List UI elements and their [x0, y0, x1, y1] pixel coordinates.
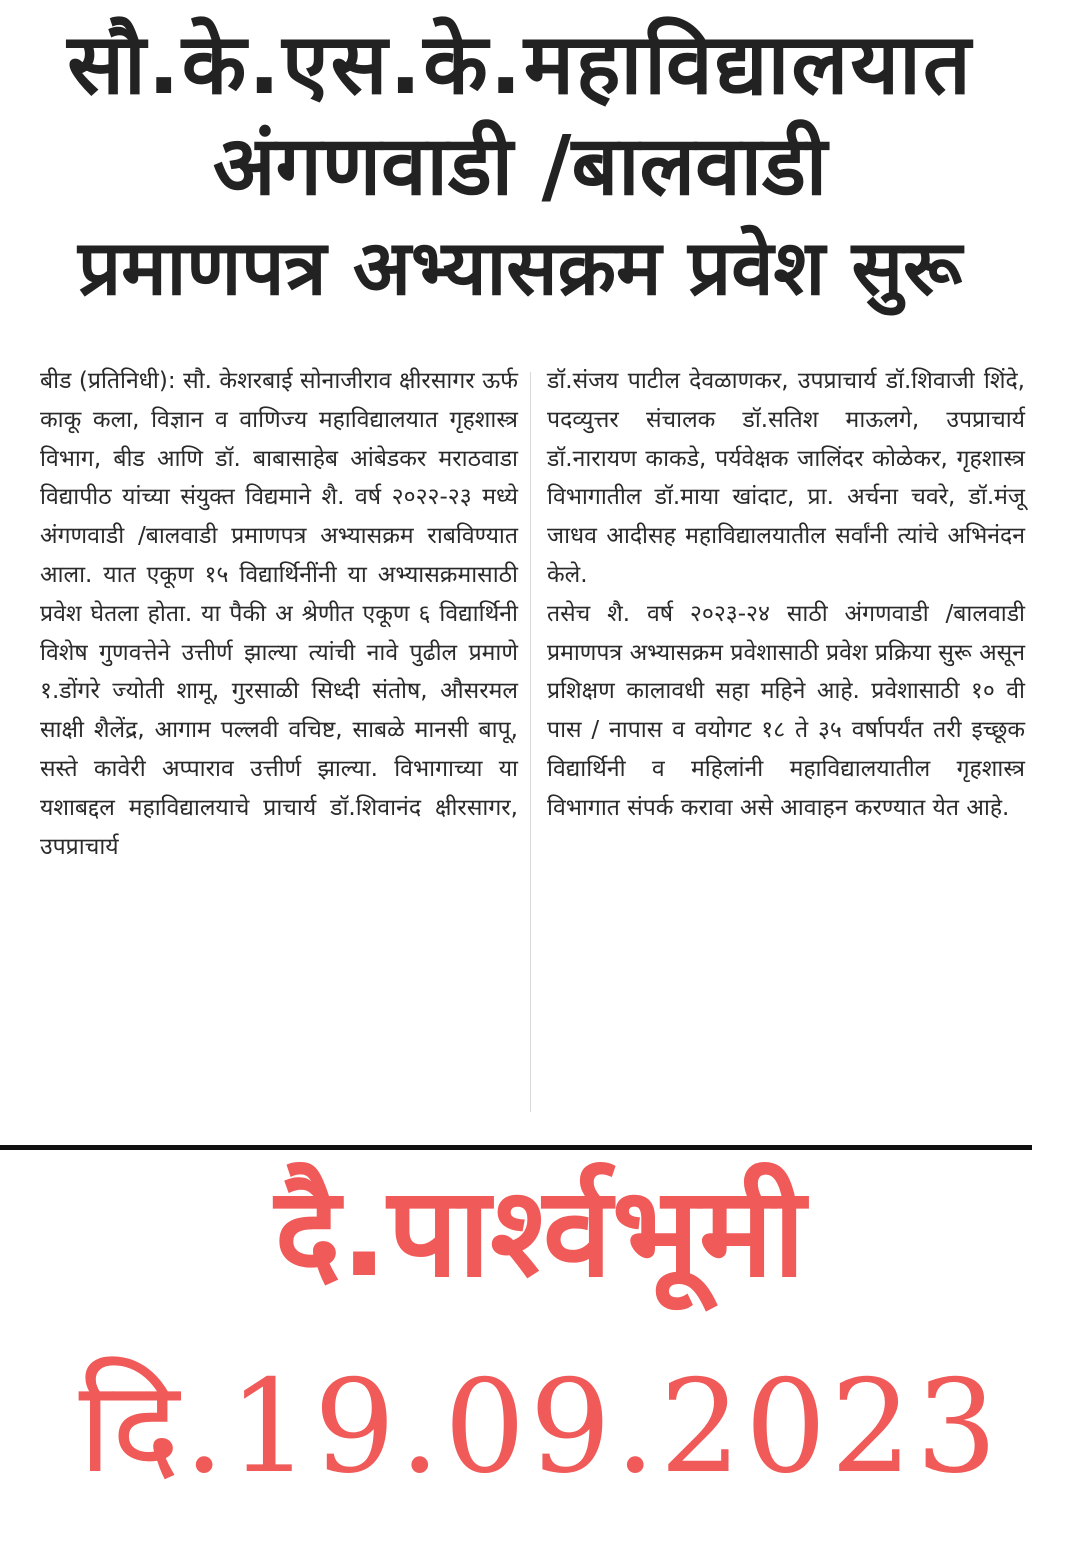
headline-line-1: सौ.के.एस.के.महाविद्यालयात [67, 15, 973, 113]
paragraph: डॉ.संजय पाटील देवळाणकर, उपप्राचार्य डॉ.शिवाजी शिंदे, पदव्युत्तर संचालक डॉ.सतिश माऊलगे, उपप्राचार्य डॉ.नारायण काकडे, पर्यवेक्षक जालिंदर कोळेकर, गृहशास्त्र विभागातील डॉ.माया खांदाट, प्रा. अर्चना चवरे, डॉ.मंजू जाधव आदीसह महाविद्यालयातील सर्वांनी त्यांचे अभिनंदन केले. [547, 368, 1025, 588]
paragraph: बीड (प्रतिनिधी): सौ. केशरबाई सोनाजीराव क्षीरसागर ऊर्फ काकू कला, विज्ञान व वाणिज्य महाविद्यालयात गृहशास्त्र विभाग, बीड आणि डॉ. बाबासाहेब आंबेडकर मराठवाडा विद्यापीठ यांच्या संयुक्त विद्यमाने शै. वर्ष २०२२-२३ मध्ये अंगणवाडी /बालवाडी प्रमाणपत्र अभ्यासक्रम राबविण्यात आला. यात एकूण १५ विद्यार्थिनींनी या अभ्यासक्रमासाठी प्रवेश घेतला होता. या पैकी अ श्रेणीत एकूण ६ विद्यार्थिनी विशेष गुणवत्तेने उत्तीर्ण झाल्या त्यांची नावे पुढील प्रमाणे १.डोंगरे ज्योती शामू, गुरसाळी सिध्दी संतोष, औसरमल साक्षी शैलेंद्र, आगाम पल्लवी वचिष्ट, साबळे मानसी बापू, सस्ते कावेरी अप्पाराव उत्तीर्ण झाल्या. विभागाच्या या यशाबद्दल महाविद्यालयाचे प्राचार्य डॉ.शिवानंद क्षीरसागर, उपप्राचार्य [40, 368, 518, 860]
divider-rule [0, 1145, 1032, 1150]
article-column-right [547, 362, 1025, 866]
paragraph: तसेच शै. वर्ष २०२३-२४ साठी अंगणवाडी /बालवाडी प्रमाणपत्र अभ्यासक्रम प्रवेशासाठी प्रवेश प्रक्रिया सुरू असून प्रशिक्षण कालावधी सहा महिने आहे. प्रवेशासाठी १० वी पास / नापास व वयोगट १८ ते ३५ वर्षापर्यंत तरी इच्छूक विद्यार्थिनी व महिलांनी महाविद्यालयातील गृहशास्त्र विभागात संपर्क करावा असे आवाहन करण्यात येत आहे. [547, 600, 1025, 821]
article-column-left [40, 362, 518, 866]
article-body [40, 362, 1025, 866]
newspaper-name: दै.पार्श्वभूमी [274, 1161, 806, 1305]
headline-line-2: अंगणवाडी /बालवाडी [212, 119, 828, 214]
article-headline [0, 0, 1040, 312]
headline-line-3: प्रमाणपत्र अभ्यासक्रम प्रवेश सुरू [77, 223, 963, 312]
publication-date: दि.19.09.2023 [78, 1353, 1002, 1502]
